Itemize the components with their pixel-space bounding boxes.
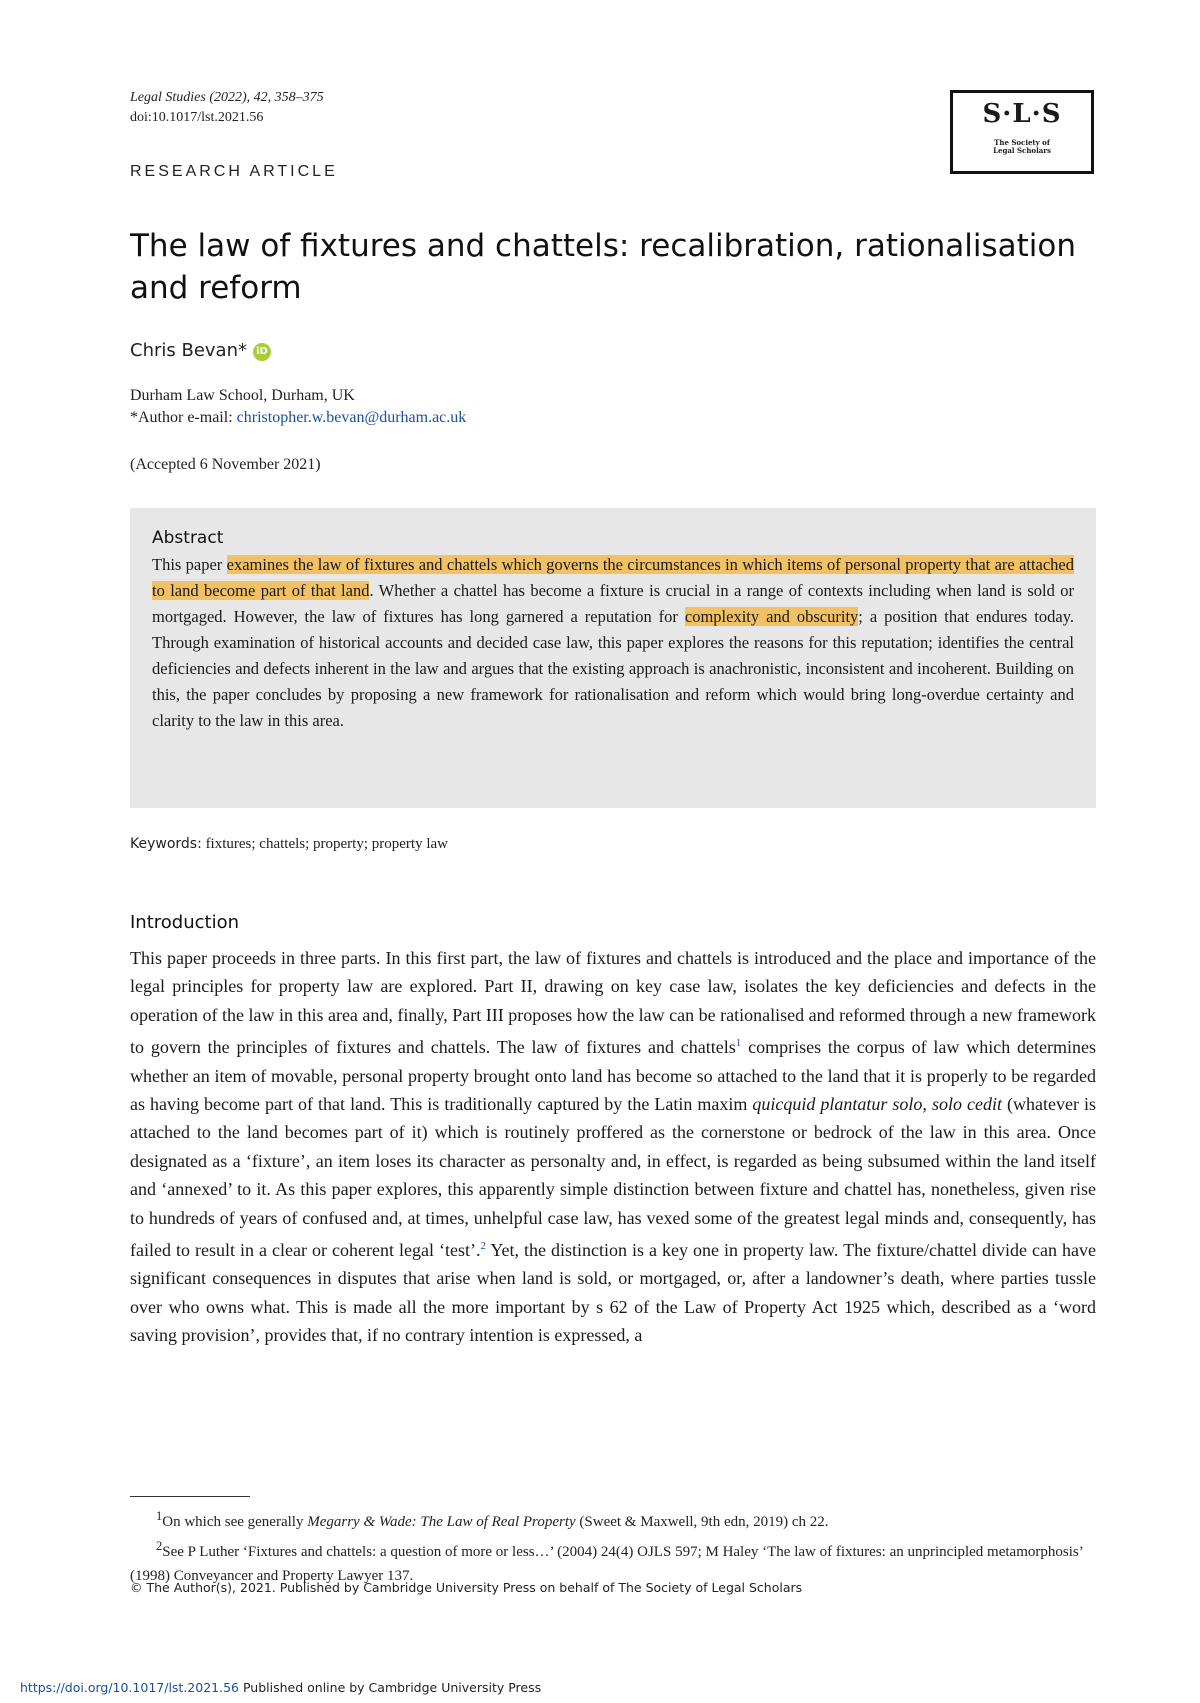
accepted-date: (Accepted 6 November 2021) xyxy=(130,456,321,473)
intro-text-4: Yet, the distinction is a key one in property law. The fixture/chattel divide can have significant consequences in disputes that arise when land is sold, or mortgaged, or, after a landowner’s death, where parties tussle over who owns what. This is made all the more important by s 62 of the Law of Property Act 1925 which, described as a ‘word saving provision’, provides that, if no contrary intention is expressed, a xyxy=(130,1240,1097,1346)
sls-logo xyxy=(950,90,1094,174)
journal-citation: Legal Studies (2022), 42, 358–375 xyxy=(130,90,324,105)
introduction-heading: Introduction xyxy=(130,912,240,933)
abstract-part-1: This paper xyxy=(152,555,227,574)
introduction-text xyxy=(130,944,1096,1350)
footnote-1-text-a: On which see generally xyxy=(162,1514,308,1530)
doi-link[interactable]: https://doi.org/10.1017/lst.2021.56 xyxy=(20,1680,240,1695)
keywords-label: Keywords: xyxy=(130,836,202,852)
abstract-text xyxy=(152,552,1074,734)
keywords xyxy=(130,836,448,853)
email-link[interactable]: christopher.w.bevan@durham.ac.uk xyxy=(236,409,467,426)
intro-text-3: (whatever is attached to the land becomes part of it) which is routinely proffered as the cornerstone or bedrock of the law in this area. Once designated as a ‘fixture’, an item loses its character as personalty and, in effect, is regarded as being subsumed within the land itself and ‘annexed’ to it. As this paper explores, this apparently simple distinction between fixture and chattel has, nonetheless, given rise to hundreds of years of confused and, at times, unhelpful case law, has vexed some of the greatest legal minds and, consequently, has failed to result in a clear or coherent legal ‘test’. xyxy=(130,1094,1096,1261)
abstract-part-3: ; a position that endures today. Through examination of historical accounts and decided case law, this paper explores the reasons for this reputation; identifies the central deficiencies and defects inherent in the law and argues that the existing approach is anachronistic, inconsistent and incoherent. Building on this, the paper concludes by proposing a new framework for rationalisation and reform which would bring long-overdue certainty and clarity to the law in this area. xyxy=(152,607,1074,730)
footnote-ref-2[interactable]: 2 xyxy=(480,1240,486,1253)
doi: doi:10.1017/lst.2021.56 xyxy=(130,110,264,125)
abstract-highlight-1[interactable]: examines the law of fixtures and chattels which governs the circumstances in which items of personal property that are attached to land become part of that land xyxy=(152,555,1074,600)
author-email-line xyxy=(130,407,466,429)
logo-sub-1: The Society of xyxy=(994,138,1050,147)
footnote-2-number: 2 xyxy=(156,1539,163,1553)
logo-mark: S·L·S xyxy=(982,99,1062,129)
abstract-box xyxy=(130,508,1096,808)
abstract-heading: Abstract xyxy=(152,528,224,548)
logo-sub-2: Legal Scholars xyxy=(993,146,1051,155)
published-online: Published online by Cambridge University Press xyxy=(239,1680,542,1695)
footnote-1-number: 1 xyxy=(156,1509,163,1523)
affiliation-block xyxy=(130,385,466,429)
footnote-1-text-b: (Sweet & Maxwell, 9th edn, 2019) ch 22. xyxy=(575,1514,829,1530)
author-line xyxy=(130,340,271,361)
author-name: Chris Bevan* xyxy=(130,340,247,361)
orcid-icon[interactable]: iD xyxy=(253,343,271,361)
copyright-line: © The Author(s), 2021. Published by Cambridge University Press on behalf of The Society of Legal Scholars xyxy=(130,1580,803,1595)
affiliation: Durham Law School, Durham, UK xyxy=(130,387,355,404)
abstract-highlight-2[interactable]: complexity and obscurity xyxy=(684,607,859,626)
intro-text-2: comprises the corpus of law which determines whether an item of movable, personal property brought onto land has become so attached to the land that it is properly to be regarded as having become part of that land. This is traditionally captured by the Latin maxim xyxy=(130,1037,1096,1115)
footnotes xyxy=(130,1504,1096,1588)
footnote-divider xyxy=(130,1496,250,1497)
journal-info xyxy=(130,88,324,128)
bottom-line xyxy=(20,1680,541,1695)
footnote-1-book: Megarry & Wade: The Law of Real Property xyxy=(307,1514,576,1530)
intro-text-1: This paper proceeds in three parts. In this first part, the law of fixtures and chattels is introduced and the place and importance of the legal principles for property law are explored. Part II, drawing on key case law, isolates the key deficiencies and defects in the operation of the law in this area and, finally, Part III proposes how the law can be rationalised and reformed through a new framework to govern the principles of fixtures and chattels. The law of fixtures and chattels xyxy=(130,948,1096,1058)
keywords-value: fixtures; chattels; property; property law xyxy=(201,836,448,852)
article-type: RESEARCH ARTICLE xyxy=(130,163,338,180)
latin-maxim: quicquid plantatur solo, solo cedit xyxy=(752,1094,1002,1115)
footnote-ref-1[interactable]: 1 xyxy=(735,1037,742,1050)
footnote-2-text: See P Luther ‘Fixtures and chattels: a question of more or less…’ (2004) 24(4) OJLS 597; M Haley ‘The law of fixtures: an unprincipled metamorphosis’ (1998) Conveyancer and Property Lawyer 137. xyxy=(130,1544,1083,1584)
article-title: The law of fixtures and chattels: recalibration, rationalisation and reform xyxy=(130,228,1076,306)
email-label: *Author e-mail: xyxy=(130,409,237,426)
footnote-1 xyxy=(130,1504,1096,1534)
abstract-part-2: . Whether a chattel has become a fixture is crucial in a range of contexts including when land is sold or mortgaged. However, the law of fixtures has long garnered a reputation for xyxy=(152,581,1074,626)
